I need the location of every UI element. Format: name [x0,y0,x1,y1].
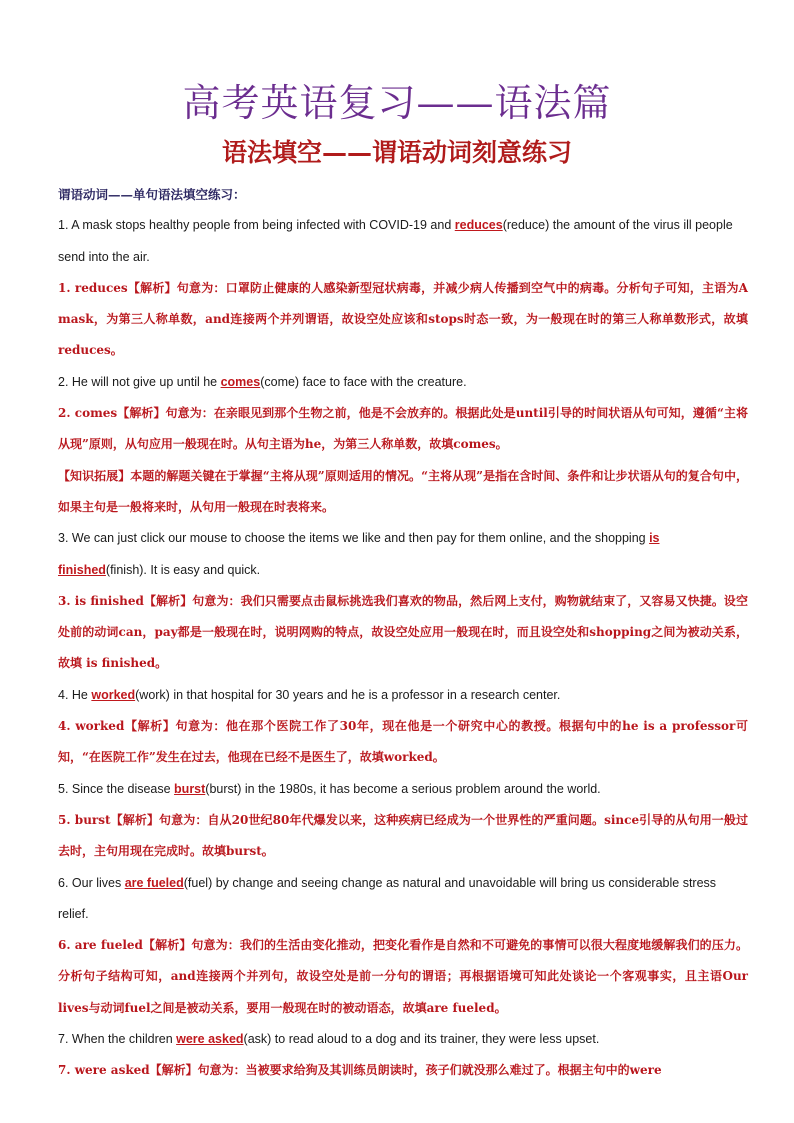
answer-blank: worked [91,687,136,702]
question-5 [58,774,748,805]
question-1 [58,210,748,273]
analysis-5: 5. burst【解析】句意为：自从20世纪80年代爆发以来，这种疾病已经成为一个世界性的严重问题。since引导的从句用一般过去时，主句用现在完成时。故填burst。 [58,812,748,859]
analysis-6: 6. are fueled【解析】句意为：我们的生活由变化推动，把变化看作是自然和不可避免的事情可以很大程度地缓解我们的压力。分析句子结构可知，and连接两个并列句，故设空处是前一分句的谓语；再根据语境可知此处谈论一个客观事实，且主语Our lives与动词fuel之间是被动关系，要用一般现在时的被动语态，故填are fueled。 [58,938,748,1015]
content-body [58,179,748,1087]
document-title: 高考英语复习——语法篇 [182,81,612,125]
question-3 [58,523,748,586]
question-text: (fuel) by change and seeing change as natural and unavoidable will bring us considerable stress relief. [58,875,717,921]
analysis-3: 3. is finished【解析】句意为：我们只需要点击鼠标挑选我们喜欢的物品，然后网上支付，购物就结束了，又容易又快捷。设空处前的动词can，pay都是一般现在时，说明网购的特点，故设空处应用一般现在时，而且设空处和shopping之间为被动关系，故填 is finished。 [58,593,748,671]
answer-blank: is finished [58,531,660,577]
answer-blank: are fueled [124,875,184,890]
question-4 [58,680,748,711]
question-7 [58,1024,748,1055]
answer-blank: comes [220,374,261,389]
question-text: (finish). It is easy and quick. [105,562,261,577]
analysis-4: 4. worked【解析】句意为：他在那个医院工作了30年，现在他是一个研究中心的教授。根据句中的he is a professor可知，“在医院工作”发生在过去，他现在已经不是医生了，故填worked。 [58,719,748,765]
question-text: (ask) to read aloud to a dog and its trainer, they were less upset. [243,1032,600,1047]
question-text: 2. He will not give up until he [58,374,221,389]
analysis-2: 2. comes【解析】句意为：在亲眼见到那个生物之前，他是不会放弃的。根据此处是until引导的时间状语从句可知，遵循“主将从现”原则，从句应用一般现在时。从句主语为he，为第三人称单数，故填comes。 [58,406,748,452]
question-2 [58,367,748,398]
answer-blank: reduces [454,218,503,233]
document-subtitle: 语法填空——谓语动词刻意练习 [221,138,572,167]
question-text: 5. Since the disease [58,781,175,796]
question-text: 3. We can just click our mouse to choose the items we like and then pay for them online, and the shopping [58,531,650,546]
question-text: 6. Our lives [58,875,125,890]
question-text: (work) in that hospital for 30 years and he is a professor in a research center. [135,687,561,702]
answer-blank: burst [174,781,206,796]
analysis-7: 7. were asked【解析】句意为：当被要求给狗及其训练员朗读时，孩子们就没那么难过了。根据主句中的were [58,1063,662,1078]
question-text: (burst) in the 1980s, it has become a serious problem around the world. [205,781,601,796]
section-heading: 谓语动词——单句语法填空练习： [58,187,246,202]
analysis-1: 1. reduces【解析】句意为：口罩防止健康的人感染新型冠状病毒，并减少病人传播到空气中的病毒。分析句子可知，主语为A mask，为第三人称单数，and连接两个并列谓语，故设空处应该和stops时态一致，为一般现在时的第三人称单数形式，故填reduces。 [58,280,748,358]
answer-blank: were asked [176,1032,244,1047]
question-text: 1. A mask stops healthy people from being infected with COVID-19 and [58,218,455,233]
question-text: (reduce) the amount of the virus ill people send into the air. [58,218,733,264]
question-text: 4. He [58,687,92,702]
question-6 [58,868,748,931]
question-text: 7. When the children [58,1032,177,1047]
question-text: (come) face to face with the creature. [260,374,467,389]
knowledge-extension: 【知识拓展】本题的解题关键在于掌握“主将从现”原则适用的情况。“主将从现”是指在含时间、条件和让步状语从句的复合句中，如果主句是一般将来时，从句用一般现在时表将来。 [58,468,748,514]
